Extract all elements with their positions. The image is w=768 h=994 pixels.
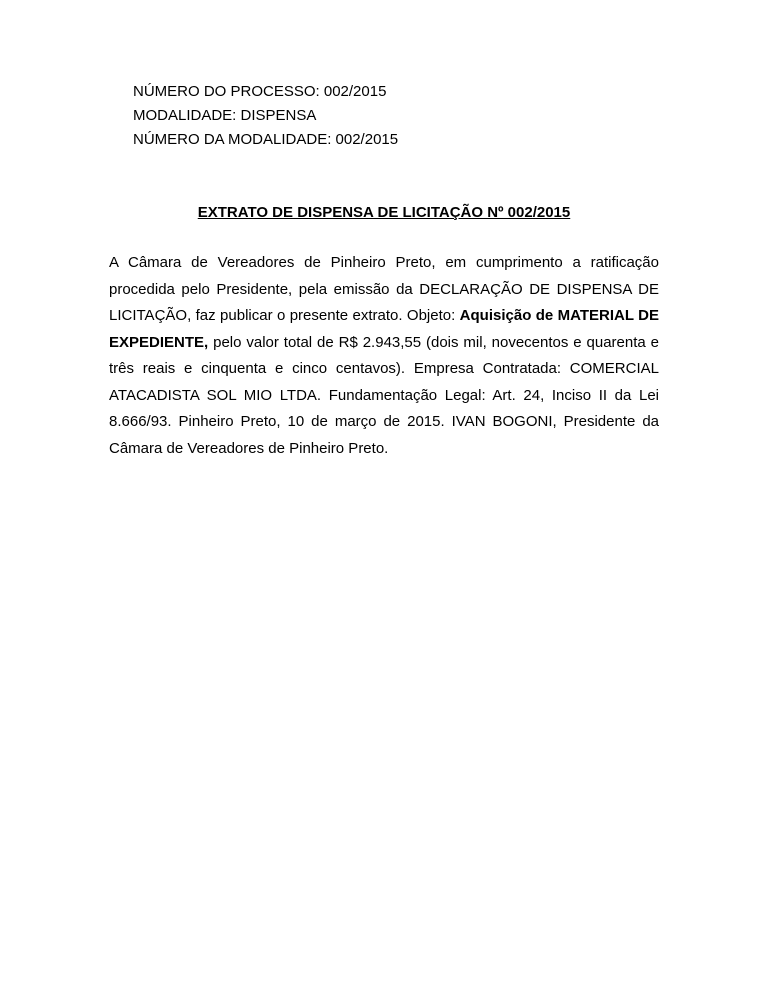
document-title: EXTRATO DE DISPENSA DE LICITAÇÃO Nº 002/2015 bbox=[197, 204, 571, 221]
extract-body bbox=[109, 250, 659, 462]
body-intro: A Câmara de Vereadores de Pinheiro Preto, em cumprimento a ratificação procedida pelo Presidente, pela emissão da DECLARAÇÃO DE DISPENSA DE LICITAÇÃO, faz publicar o presente extrato. Objeto: bbox=[109, 254, 659, 324]
body-object: Aquisição de MATERIAL DE EXPEDIENTE, bbox=[109, 307, 659, 351]
process-header bbox=[133, 80, 398, 152]
process-number: NÚMERO DO PROCESSO: 002/2015 bbox=[133, 83, 387, 100]
body-details: pelo valor total de R$ 2.943,55 (dois mil, novecentos e quarenta e três reais e cinquenta e cinco centavos). Empresa Contratada: COMERCIAL ATACADISTA SOL MIO LTDA. Fundamentação Legal: Art. 24, Inciso II da Lei 8.666/93. Pinheiro Preto, 10 de março de 2015. IVAN BOGONI, Presidente da Câmara de Vereadores de Pinheiro Preto. bbox=[109, 333, 659, 457]
modality-number: NÚMERO DA MODALIDADE: 002/2015 bbox=[133, 131, 399, 148]
modality: MODALIDADE: DISPENSA bbox=[133, 107, 317, 124]
